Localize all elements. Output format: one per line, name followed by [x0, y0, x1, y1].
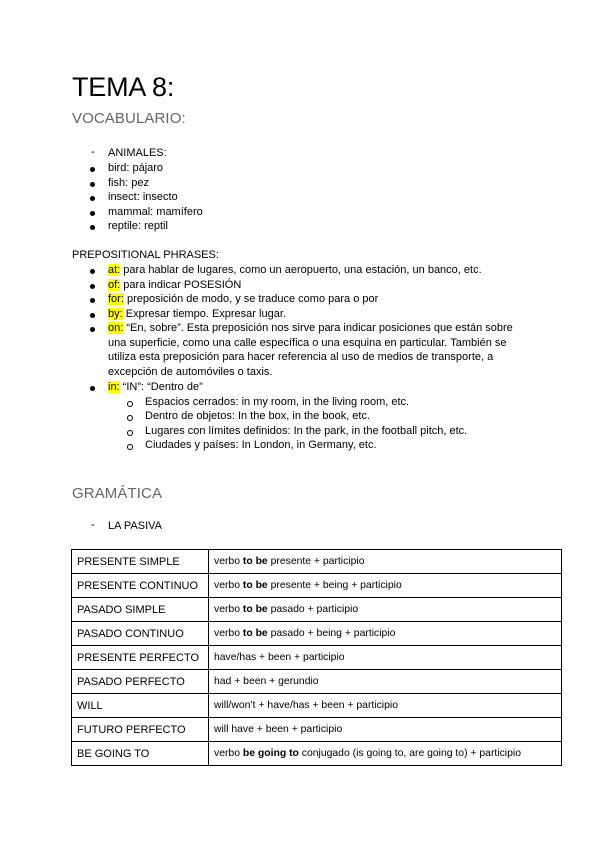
bullet-icon [90, 182, 95, 187]
in-sub-item: Espacios cerrados: in my room, in the living room, etc. [145, 396, 410, 408]
form-cell [209, 742, 562, 766]
form-bold: to be [242, 580, 268, 591]
form-text: presente + being + participio [267, 580, 402, 591]
bullet-icon [90, 313, 95, 318]
in-sub-item: Dentro de objetos: In the box, in the book, etc. [145, 410, 371, 422]
prep-item-in [108, 380, 203, 395]
table-row [72, 622, 562, 646]
form-cell [209, 598, 562, 622]
grammar-heading: GRAMÁTICA [72, 485, 163, 502]
prep-item-on [108, 321, 528, 379]
table-row [72, 742, 562, 766]
prep-item-by [108, 307, 286, 322]
vocab-item: reptile: reptil [108, 220, 168, 232]
in-sub-item: Lugares con límites definidos: In the park, in the football pitch, etc. [145, 425, 468, 437]
tense-cell: BE GOING TO [72, 742, 209, 766]
form-text: verbo [214, 580, 243, 591]
prep-word: for: [108, 293, 124, 305]
form-cell [209, 622, 562, 646]
form-cell [209, 694, 562, 718]
form-text: have/has + been + participio [214, 652, 345, 663]
table-row [72, 598, 562, 622]
form-text: conjugado (is going to, are going to) + participio [298, 748, 521, 759]
form-cell [209, 574, 562, 598]
prep-text: preposición de modo, y se traduce como para o por [123, 293, 379, 305]
tense-cell: PASADO PERFECTO [72, 670, 209, 694]
prepositional-phrases-heading: PREPOSITIONAL PHRASES: [72, 249, 219, 261]
form-bold: to be [242, 628, 268, 639]
prep-text: “En, sobre”. Esta preposición nos sirve para indicar posiciones que están sobre una superficie, como una calle específica o una esquina en particular. También se utiliza esta preposición para hacer referencia al uso de medios de transporte, a excepción de automóviles o taxis. [108, 322, 513, 378]
vocabulary-heading: VOCABULARIO: [72, 110, 186, 127]
form-text: will/won’t + have/has + been + participio [214, 700, 398, 711]
bullet-icon [90, 327, 95, 332]
page-title: TEMA 8: [72, 72, 175, 102]
prep-item-at [108, 263, 482, 278]
tense-cell: PRESENTE PERFECTO [72, 646, 209, 670]
table-row [72, 646, 562, 670]
table-row [72, 694, 562, 718]
prep-word: at: [108, 264, 121, 276]
animals-category: ANIMALES: [108, 147, 167, 159]
vocab-item: mammal: mamífero [108, 206, 203, 218]
prep-text: “IN”: “Dentro de” [119, 381, 203, 393]
vocab-item: fish: pez [108, 177, 149, 189]
bullet-icon [90, 269, 95, 274]
prep-word: on: [108, 322, 124, 334]
form-bold: to be [242, 604, 268, 615]
form-text: presente + participio [267, 556, 365, 567]
table-row [72, 718, 562, 742]
sub-bullet-icon [127, 444, 133, 450]
form-text: pasado + participio [267, 604, 359, 615]
passive-table [71, 549, 562, 766]
form-text: verbo [214, 604, 243, 615]
prep-word: of: [108, 279, 121, 291]
bullet-icon [90, 167, 95, 172]
sub-bullet-icon [127, 430, 133, 436]
bullet-icon [90, 386, 95, 391]
form-text: verbo [214, 628, 243, 639]
table-row [72, 574, 562, 598]
tense-cell: WILL [72, 694, 209, 718]
form-bold: to be [242, 556, 268, 567]
dash-marker: - [91, 519, 95, 531]
form-text: had + been + gerundio [214, 676, 319, 687]
sub-bullet-icon [127, 415, 133, 421]
form-text: verbo [214, 556, 243, 567]
form-cell [209, 646, 562, 670]
prep-word: by: [108, 308, 123, 320]
bullet-icon [90, 298, 95, 303]
in-sub-item: Ciudades y países: In London, in Germany, etc. [145, 439, 377, 451]
prep-word: in: [108, 381, 120, 393]
form-text: will have + been + participio [214, 724, 343, 735]
form-cell [209, 670, 562, 694]
form-text: verbo [214, 748, 243, 759]
prep-text: para indicar POSESIÓN [120, 279, 242, 291]
sub-bullet-icon [127, 401, 133, 407]
form-bold: be going to [242, 748, 299, 759]
prep-item-for [108, 292, 378, 307]
tense-cell: PASADO CONTINUO [72, 622, 209, 646]
table-row [72, 670, 562, 694]
table-row [72, 550, 562, 574]
bullet-icon [90, 211, 95, 216]
form-text: pasado + being + participio [267, 628, 396, 639]
vocab-item: insect: insecto [108, 191, 178, 203]
bullet-icon [90, 196, 95, 201]
tense-cell: PASADO SIMPLE [72, 598, 209, 622]
form-cell [209, 718, 562, 742]
form-cell [209, 550, 562, 574]
vocab-item: bird: pájaro [108, 162, 164, 174]
passive-topic: LA PASIVA [108, 520, 163, 532]
tense-cell: PRESENTE CONTINUO [72, 574, 209, 598]
dash-marker: - [91, 146, 95, 158]
bullet-icon [90, 284, 95, 289]
prep-item-of [108, 278, 241, 293]
prep-text: para hablar de lugares, como un aeropuerto, una estación, un banco, etc. [120, 264, 482, 276]
tense-cell: PRESENTE SIMPLE [72, 550, 209, 574]
tense-cell: FUTURO PERFECTO [72, 718, 209, 742]
prep-text: Expresar tiempo. Expresar lugar. [122, 308, 286, 320]
bullet-icon [90, 225, 95, 230]
